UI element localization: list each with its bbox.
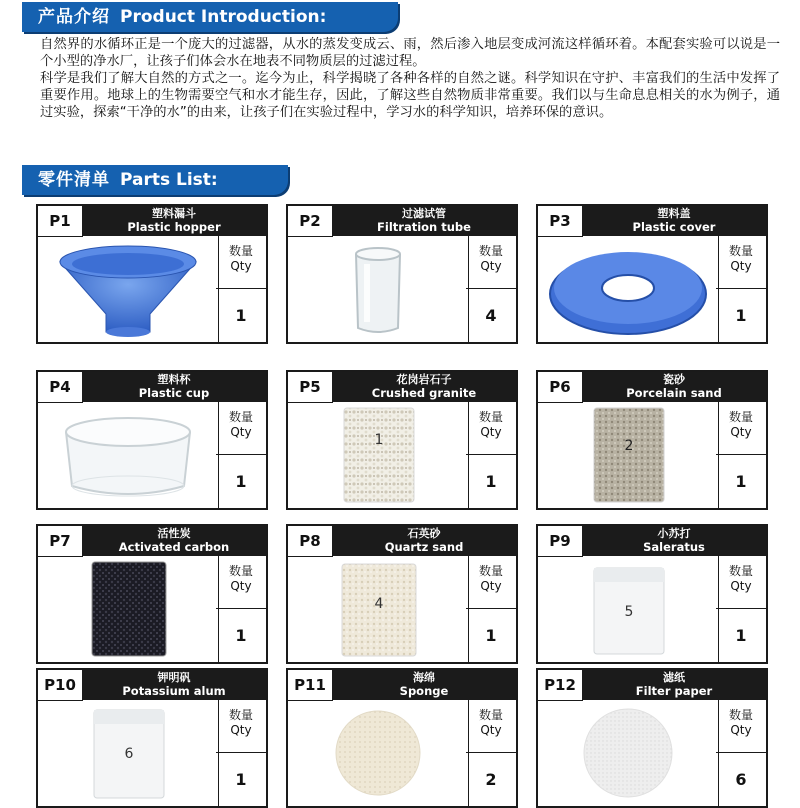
qty-label-cn: 数量 — [728, 410, 753, 424]
part-card-p4 — [36, 370, 268, 510]
part-name-en: Plastic cover — [632, 220, 716, 234]
qty-value: 1 — [235, 306, 247, 325]
part-card-p9 — [536, 524, 768, 664]
part-id: P11 — [288, 670, 333, 701]
qty-label-cn: 数量 — [478, 564, 503, 578]
qty-label — [466, 556, 516, 609]
product-intro-banner — [22, 2, 398, 32]
carbon-bag-icon — [38, 556, 219, 662]
qty-label — [466, 402, 516, 455]
product-intro-banner-cn: 产品介绍 — [38, 7, 110, 27]
part-name-cn: 花岗岩石子 — [396, 373, 452, 386]
part-id: P8 — [288, 526, 333, 557]
ring-cover-icon — [538, 236, 719, 342]
part-id: P4 — [38, 372, 83, 403]
qty-label — [716, 700, 766, 753]
part-card-p6 — [536, 370, 768, 510]
part-id: P5 — [288, 372, 333, 403]
product-intro-banner-en: Product Introduction: — [120, 7, 327, 27]
qty-label-en: Qty — [730, 579, 752, 593]
bag-number: 6 — [124, 746, 134, 762]
part-title — [582, 670, 766, 700]
part-id: P9 — [538, 526, 583, 557]
part-card-p3 — [536, 204, 768, 344]
intro-paragraph-1: 自然界的水循环正是一个庞大的过滤器，从水的蒸发变成云、雨，然后渗入地层变成河流这样循环着。本配套实验可以说是一个小型的净水厂，让孩子们体会水在地表不同物质层的过滤过程。 — [40, 37, 780, 69]
part-card-p2 — [286, 204, 518, 344]
qty-label — [216, 556, 266, 609]
part-name-en: Porcelain sand — [626, 386, 722, 400]
parts-list-banner — [22, 165, 288, 195]
qty-label-en: Qty — [480, 723, 502, 737]
part-name-en: Activated carbon — [118, 540, 230, 554]
part-name-cn: 过滤试管 — [402, 207, 446, 220]
qty-label — [466, 236, 516, 289]
qty-label-en: Qty — [730, 259, 752, 273]
qty-value: 2 — [485, 770, 497, 789]
filter-paper-icon — [538, 700, 719, 806]
part-card-p1 — [36, 204, 268, 344]
qty-label-en: Qty — [480, 579, 502, 593]
qty-label-cn: 数量 — [228, 410, 253, 424]
granite-bag-icon — [288, 402, 469, 508]
part-title — [582, 372, 766, 402]
qty-label-en: Qty — [480, 259, 502, 273]
qty-label-cn: 数量 — [478, 708, 503, 722]
parts-list-banner-en: Parts List: — [120, 170, 218, 190]
part-card-p7 — [36, 524, 268, 664]
quartz-bag-icon — [288, 556, 469, 662]
part-name-cn: 瓷砂 — [663, 373, 685, 386]
part-name-en: Filter paper — [635, 684, 713, 698]
part-title — [582, 206, 766, 236]
part-id: P10 — [38, 670, 83, 701]
product-intro-text — [40, 36, 780, 121]
qty-label-cn: 数量 — [728, 244, 753, 258]
qty-label-cn: 数量 — [728, 564, 753, 578]
bag-number: 4 — [374, 596, 384, 612]
alum-bag-icon — [38, 700, 219, 806]
part-title — [82, 206, 266, 236]
qty-label-cn: 数量 — [478, 410, 503, 424]
qty-label-cn: 数量 — [228, 564, 253, 578]
part-id: P1 — [38, 206, 83, 237]
qty-label-cn: 数量 — [478, 244, 503, 258]
part-title — [332, 372, 516, 402]
part-title — [82, 526, 266, 556]
qty-label-en: Qty — [730, 425, 752, 439]
bag-number: 5 — [624, 604, 634, 620]
funnel-icon — [38, 236, 219, 342]
tube-icon — [288, 236, 469, 342]
part-id: P12 — [538, 670, 583, 701]
part-card-p5 — [286, 370, 518, 510]
qty-label-cn: 数量 — [228, 708, 253, 722]
part-title — [82, 372, 266, 402]
part-name-en: Potassium alum — [122, 684, 226, 698]
qty-label — [216, 402, 266, 455]
qty-value: 1 — [235, 626, 247, 645]
part-name-en: Filtration tube — [377, 220, 471, 234]
qty-value: 1 — [235, 770, 247, 789]
qty-label-cn: 数量 — [728, 708, 753, 722]
qty-label-cn: 数量 — [228, 244, 253, 258]
qty-label — [716, 556, 766, 609]
part-card-p11 — [286, 668, 518, 808]
part-card-p10 — [36, 668, 268, 808]
intro-paragraph-2: 科学是我们了解大自然的方式之一。迄今为止，科学揭晓了各种各样的自然之谜。科学知识在守护、丰富我们的生活中发挥了重要作用。地球上的生物需要空气和水才能生存，因此，了解这些自然物质非常重要。我们以与生命息息相关的水为例子，通过实验，探索“干净的水”的由来，让孩子们在实验过程中，学习水的科学知识，培养环保的意识。 — [40, 71, 780, 120]
part-card-p8 — [286, 524, 518, 664]
part-name-cn: 塑料杯 — [157, 373, 191, 386]
qty-value: 4 — [485, 306, 497, 325]
sponge-disc-icon — [288, 700, 469, 806]
qty-value: 1 — [735, 306, 747, 325]
part-name-cn: 海绵 — [413, 671, 435, 684]
porcelain-bag-icon — [538, 402, 719, 508]
part-title — [82, 670, 266, 700]
part-name-cn: 塑料漏斗 — [152, 207, 196, 220]
qty-label — [716, 236, 766, 289]
part-name-cn: 滤纸 — [663, 671, 685, 684]
qty-label — [466, 700, 516, 753]
part-name-en: Sponge — [399, 684, 449, 698]
parts-list-banner-cn: 零件清单 — [38, 170, 110, 190]
qty-value: 1 — [485, 472, 497, 491]
saleratus-bag-icon — [538, 556, 719, 662]
qty-value: 1 — [735, 626, 747, 645]
qty-label-en: Qty — [230, 259, 252, 273]
part-title — [332, 670, 516, 700]
bag-number: 2 — [624, 438, 634, 454]
part-name-en: Saleratus — [643, 540, 705, 554]
qty-value: 6 — [735, 770, 747, 789]
part-title — [582, 526, 766, 556]
qty-label-en: Qty — [730, 723, 752, 737]
part-name-cn: 小苏打 — [657, 527, 691, 540]
part-name-cn: 钾明矾 — [157, 671, 191, 684]
part-id: P7 — [38, 526, 83, 557]
bag-number: 1 — [374, 432, 384, 448]
part-name-cn: 活性炭 — [157, 527, 191, 540]
qty-label — [216, 236, 266, 289]
qty-value: 1 — [735, 472, 747, 491]
part-name-cn: 塑料盖 — [657, 207, 691, 220]
part-title — [332, 206, 516, 236]
qty-label — [216, 700, 266, 753]
cup-icon — [38, 402, 219, 508]
part-id: P2 — [288, 206, 333, 237]
qty-value: 1 — [235, 472, 247, 491]
part-name-cn: 石英砂 — [407, 527, 441, 540]
part-card-p12 — [536, 668, 768, 808]
qty-value: 1 — [485, 626, 497, 645]
part-name-en: Quartz sand — [384, 540, 464, 554]
part-title — [332, 526, 516, 556]
qty-label-en: Qty — [230, 425, 252, 439]
qty-label-en: Qty — [230, 579, 252, 593]
part-name-en: Plastic hopper — [127, 220, 221, 234]
qty-label-en: Qty — [230, 723, 252, 737]
part-name-en: Plastic cup — [138, 386, 210, 400]
part-name-en: Crushed granite — [371, 386, 477, 400]
qty-label — [716, 402, 766, 455]
qty-label-en: Qty — [480, 425, 502, 439]
part-id: P6 — [538, 372, 583, 403]
part-id: P3 — [538, 206, 583, 237]
